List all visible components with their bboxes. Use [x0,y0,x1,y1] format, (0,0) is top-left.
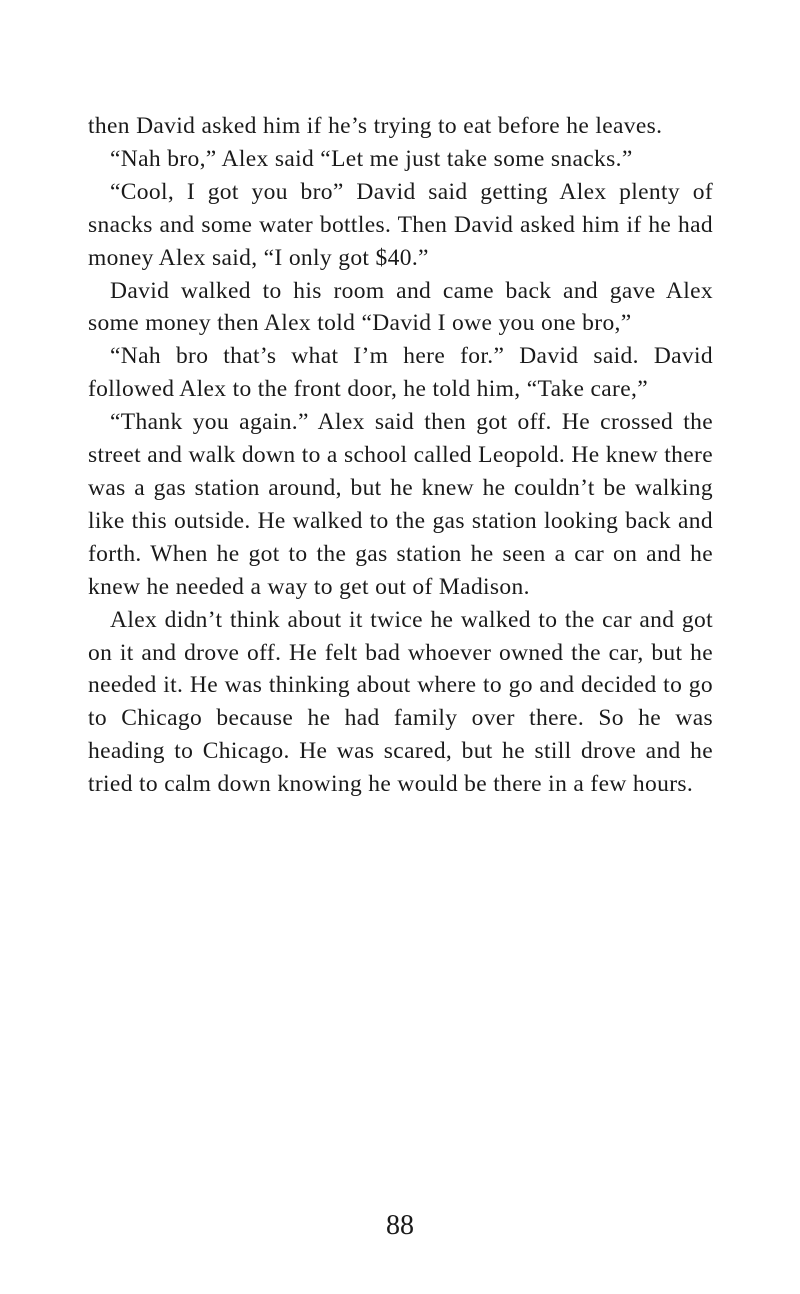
paragraph-4: David walked to his room and came back and gave Alex some money then Alex told “David I owe you one bro,” [88,277,713,337]
paragraph-6: “Thank you again.” Alex said then got off. He crossed the street and walk down to a school called Leopold. He knew there was a gas station around, but he knew he couldn’t be walking like this outside. He walked to the gas station looking back and forth. When he got to the gas station he seen a car on and he knew he needed a way to get out of Madison. [88,409,713,600]
paragraph-7: Alex didn’t think about it twice he walked to the car and got on it and drove off. He felt bad whoever owned the car, but he needed it. He was thinking about where to go and decided to go to Chicago because he had family over there. So he was heading to Chicago. He was scared, but he still drove and he tried to calm down knowing he would be there in a few hours. [88,606,713,798]
paragraph-1: then David asked him if he’s trying to eat before he leaves. [88,113,663,139]
page-body [88,110,713,801]
page-number: 88 [386,1210,414,1241]
paragraph-2: “Nah bro,” Alex said “Let me just take some snacks.” [110,145,633,172]
paragraph-5: “Nah bro that’s what I’m here for.” David said. David followed Alex to the front door, he told him, “Take care,” [88,343,713,403]
paragraph-3: “Cool, I got you bro” David said getting Alex plenty of snacks and some water bottles. Then David asked him if he had money Alex said, “I only got $40.” [88,178,713,271]
